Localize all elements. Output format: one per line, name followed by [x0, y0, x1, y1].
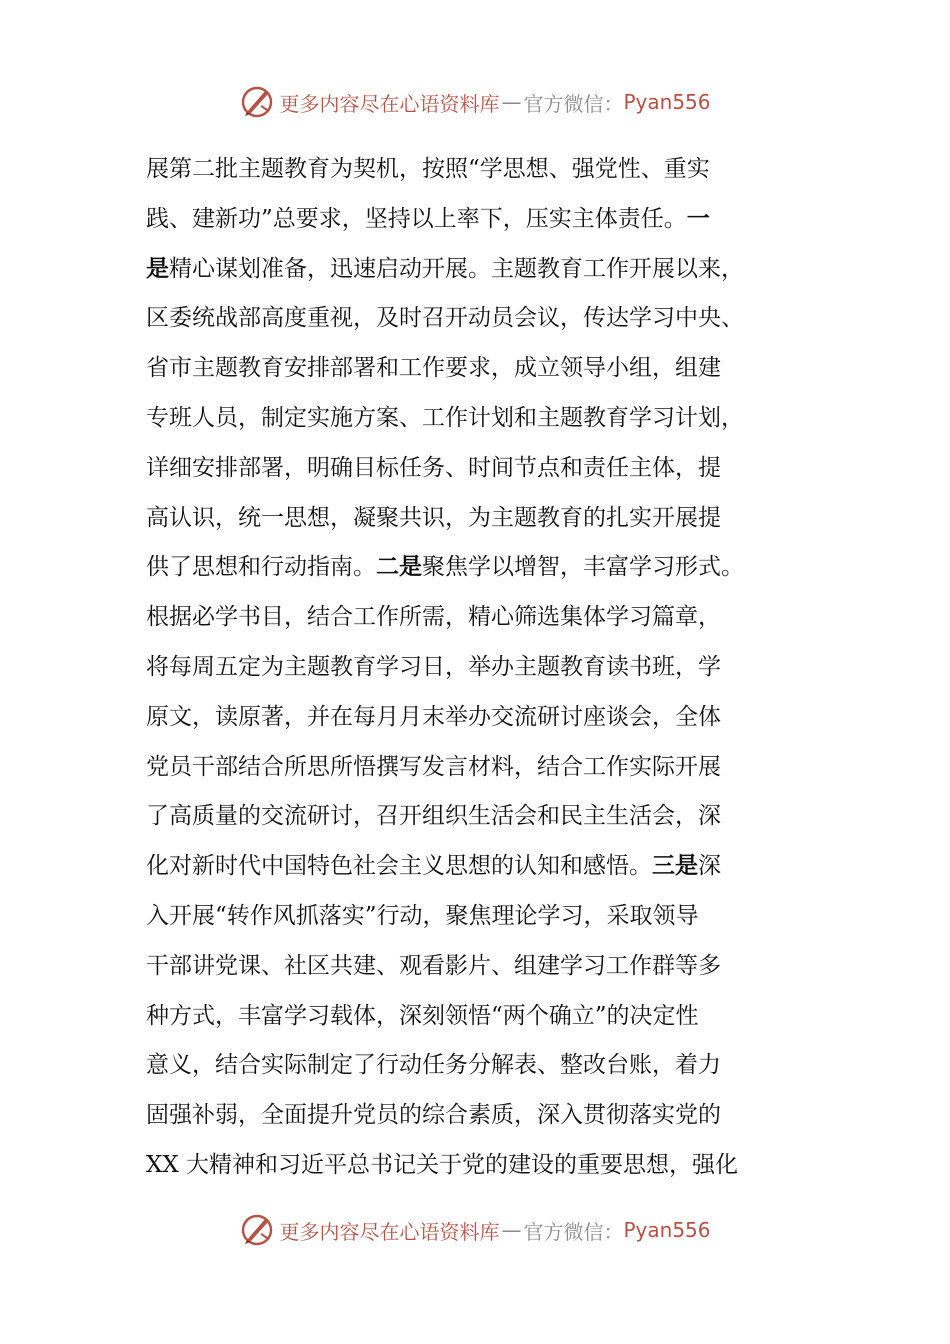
- banner-separator: —: [501, 90, 522, 114]
- text-segment: 专班人员，制定实施方案、工作计划和主题教育学习计划，: [146, 404, 744, 431]
- banner-wechat-id: Pyan556: [623, 90, 711, 114]
- header-banner: [0, 82, 950, 122]
- text-line: [146, 842, 806, 892]
- bold-marker: 二是: [376, 554, 422, 581]
- text-segment: 精心谋划准备，迅速启动开展。主题教育工作开展以来，: [169, 255, 744, 282]
- text-segment: 根据必学书目，结合工作所需，精心筛选集体学习篇章，: [146, 604, 721, 631]
- banner-text: 更多内容尽在心语资料库: [279, 1219, 500, 1244]
- text-line: [146, 145, 806, 195]
- text-segment: 党员干部结合所思所悟撰写发言材料，结合工作实际开展: [146, 753, 721, 780]
- text-segment: 固强补弱，全面提升党员的综合素质，深入贯彻落实党的: [146, 1102, 721, 1129]
- text-segment: 详细安排部署，明确目标任务、时间节点和责任主体，提: [146, 454, 721, 481]
- text-segment: 供了思想和行动指南。: [146, 554, 376, 581]
- text-segment: 高认识，统一思想，凝聚共识，为主题教育的扎实开展提: [146, 504, 721, 531]
- document-body: [146, 145, 806, 1191]
- text-line: [146, 1141, 806, 1191]
- pen-circle-logo-icon: [239, 84, 275, 120]
- text-segment: XX 大精神和习近平总书记关于党的建设的重要思想，强化: [146, 1151, 739, 1178]
- text-line: [146, 992, 806, 1042]
- banner-separator: —: [501, 1218, 522, 1242]
- text-segment: 将每周五定为主题教育学习日，举办主题教育读书班，学: [146, 653, 721, 680]
- text-segment: 深: [698, 853, 721, 880]
- text-line: [146, 294, 806, 344]
- banner-wechat-label: 官方微信：: [523, 91, 624, 116]
- banner-text: 更多内容尽在心语资料库: [279, 91, 500, 116]
- text-line: [146, 444, 806, 494]
- pen-circle-logo-icon: [239, 1212, 275, 1248]
- text-segment: 原文，读原著，并在每月月末举办交流研讨座谈会，全体: [146, 703, 721, 730]
- text-segment: 展第二批主题教育为契机，按照“学思想、强党性、重实: [146, 156, 710, 182]
- text-line: [146, 344, 806, 394]
- text-line: [146, 543, 806, 593]
- text-line: [146, 693, 806, 743]
- text-segment: 入开展“转作风抓落实”行动，聚焦理论学习，采取领导: [146, 902, 699, 929]
- footer-banner: [0, 1210, 950, 1250]
- text-line: [146, 1091, 806, 1141]
- text-line: [146, 792, 806, 842]
- text-segment: 干部讲党课、社区共建、观看影片、组建学习工作群等多: [146, 952, 721, 979]
- bold-marker: 三是: [652, 853, 698, 880]
- text-segment: 聚焦学以增智，丰富学习形式。: [422, 554, 744, 581]
- text-line: [146, 593, 806, 643]
- text-line: [146, 643, 806, 693]
- text-segment: 了高质量的交流研讨，召开组织生活会和民主生活会，深: [146, 803, 721, 830]
- text-line: [146, 942, 806, 992]
- text-segment: 省市主题教育安排部署和工作要求，成立领导小组，组建: [146, 355, 721, 382]
- text-line: [146, 1041, 806, 1091]
- text-line: [146, 743, 806, 793]
- text-line: [146, 245, 806, 295]
- text-line: [146, 195, 806, 245]
- text-segment: 种方式，丰富学习载体，深刻领悟“两个确立”的决定性: [146, 1002, 699, 1029]
- bold-marker: 是: [146, 255, 169, 282]
- banner-wechat-id: Pyan556: [623, 1218, 711, 1242]
- text-segment: 践、建新功”总要求，坚持以上率下，压实主体责任。: [146, 205, 687, 232]
- text-line: [146, 394, 806, 444]
- text-segment: 意义，结合实际制定了行动任务分解表、整改台账，着力: [146, 1052, 721, 1079]
- text-segment: 区委统战部高度重视，及时召开动员会议，传达学习中央、: [146, 305, 744, 332]
- text-line: [146, 892, 806, 942]
- banner-wechat-label: 官方微信：: [523, 1219, 624, 1244]
- text-line: [146, 494, 806, 544]
- text-segment: 化对新时代中国特色社会主义思想的认知和感悟。: [146, 853, 652, 880]
- bold-marker: 一: [686, 205, 710, 232]
